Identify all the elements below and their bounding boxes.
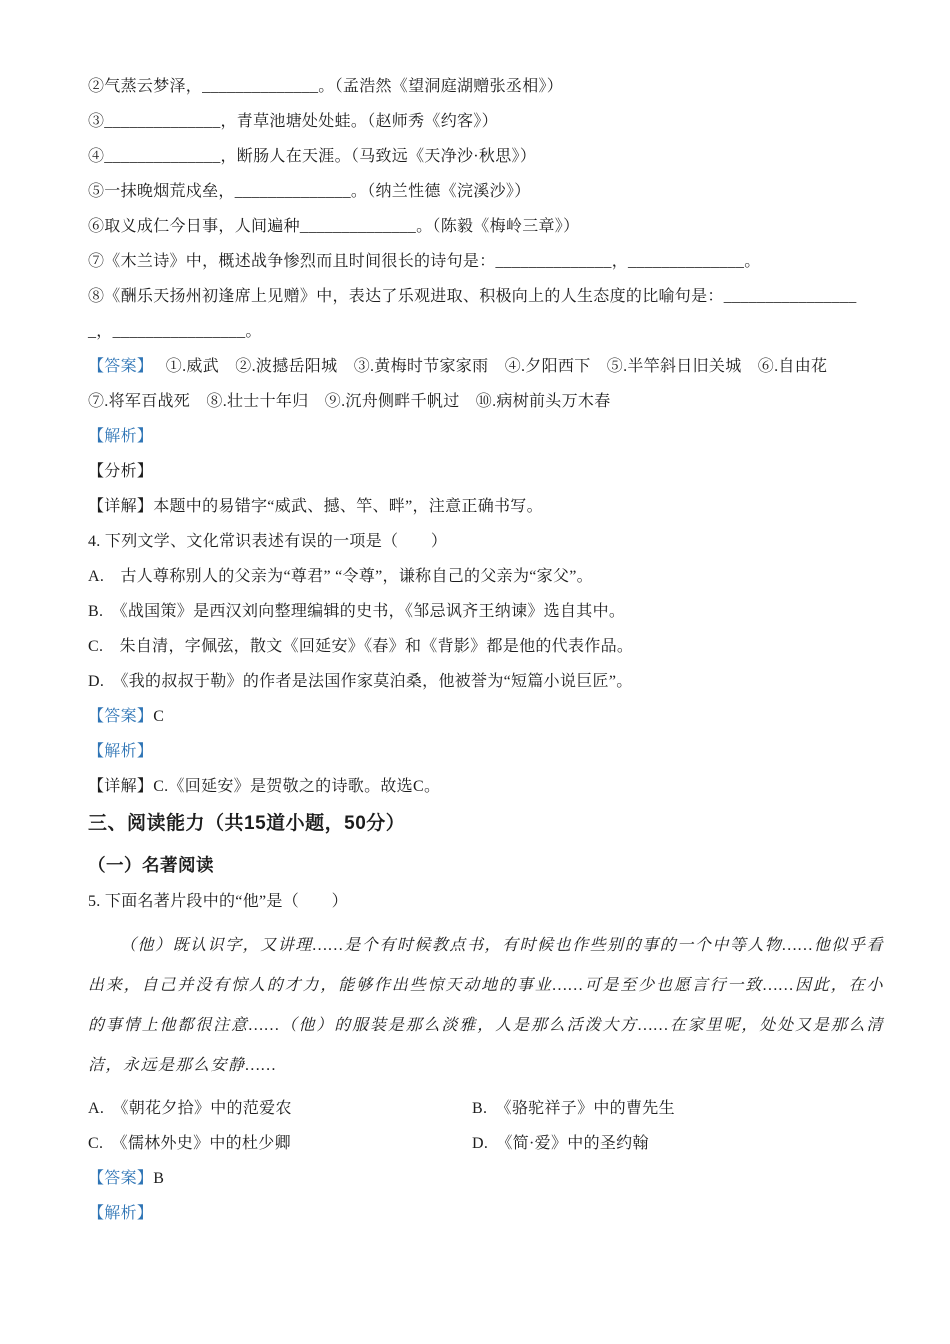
recitation-answer-items-2: ⑦.将军百战死 ⑧.壮士十年归 ⑨.沉舟侧畔千帆过 ⑩.病树前头万木春 <box>88 393 611 410</box>
question4-option-d: D. 《我的叔叔于勒》的作者是法国作家莫泊桑，他被誉为“短篇小说巨匠”。 <box>88 673 633 690</box>
question4-analysis-row <box>88 741 884 763</box>
question5-option-c: C. 《儒林外史》中的杜少卿 <box>88 1135 291 1152</box>
recitation-line-2: ②气蒸云梦泽，______________。（孟浩然《望洞庭湖赠张丞相》） <box>88 78 564 95</box>
recitation-line-3: ③______________，青草池塘处处蛙。（赵师秀《约客》） <box>88 113 498 130</box>
recitation-line-8: ⑧《酬乐天扬州初逢席上见赠》中，表达了乐观进取、积极向上的人生态度的比喻句是：________________ <box>88 288 857 305</box>
recitation-line-8-continued: _，________________。 <box>88 323 262 340</box>
question5-analysis-row <box>88 1203 884 1225</box>
recitation-line-5: ⑤一抹晚烟荒戍垒，______________。（纳兰性德《浣溪沙》） <box>88 183 531 200</box>
recitation-line-6: ⑥取义成仁今日事，人间遍种______________。（陈毅《梅岭三章》） <box>88 218 580 235</box>
question4-option-a: A. 古人尊称别人的父亲为“尊君” “令尊”，谦称自己的父亲为“家父”。 <box>88 568 593 585</box>
question5-option-d: D. 《简·爱》中的圣约翰 <box>472 1135 649 1152</box>
question4-option-b: B. 《战国策》是西汉刘向整理编辑的史书，《邹忌讽齐王纳谏》选自其中。 <box>88 603 626 620</box>
question4-option-c: C. 朱自清，字佩弦，散文《回延安》《春》和《背影》都是他的代表作品。 <box>88 638 634 655</box>
section-title-reading-ability: 三、阅读能力（共15道小题，50分） <box>88 813 406 834</box>
recitation-detail-row: 【详解】本题中的易错字“威武、撼、竿、畔”，注意正确书写。 <box>88 498 543 515</box>
question4-detail-row: 【详解】C.《回延安》是贺敬之的诗歌。故选C。 <box>88 778 441 795</box>
recitation-answer-items-1: ①.威武 ②.波撼岳阳城 ③.黄梅时节家家雨 ④.夕阳西下 ⑤.半竿斜日旧关城 ⑥.自由花 <box>145 358 828 375</box>
recitation-answer-row <box>88 356 884 378</box>
recitation-line-7: ⑦《木兰诗》中，概述战争惨烈而且时间很长的诗句是：______________，______________。 <box>88 253 761 270</box>
question4-stem: 4. 下列文学、文化常识表述有误的一项是（ ） <box>88 533 448 550</box>
answer-label: 【答案】 <box>88 1170 154 1187</box>
answer-label: 【答案】 <box>88 358 146 375</box>
question5-answer-row <box>88 1168 884 1190</box>
recitation-analysis-row <box>88 426 884 448</box>
question5-stem: 5. 下面名著片段中的“他”是（ ） <box>88 893 348 910</box>
question4-answer-value: C <box>153 708 165 725</box>
question5-option-b: B. 《骆驼祥子》中的曹先生 <box>472 1100 675 1117</box>
recitation-line-4: ④______________，断肠人在天涯。（马致远《天净沙·秋思》） <box>88 148 537 165</box>
question5-options-row-2 <box>88 1133 884 1155</box>
analysis-label: 【解析】 <box>88 743 154 760</box>
analysis-label: 【解析】 <box>88 1205 154 1222</box>
question4-answer-row <box>88 706 884 728</box>
analysis-label: 【解析】 <box>88 428 154 445</box>
subsection-title-famous-works: （一）名著阅读 <box>88 855 214 875</box>
question5-answer-value: B <box>153 1170 165 1187</box>
answer-label: 【答案】 <box>88 708 154 725</box>
recitation-fenxi-row: 【分析】 <box>88 463 154 480</box>
question5-option-a: A. 《朝花夕拾》中的范爱农 <box>88 1100 292 1117</box>
question5-excerpt: （他）既认识字，又讲理……是个有时候教点书，有时候也作些别的事的一个中等人物……他似乎看出来，自己并没有惊人的才力，能够作出些惊天动地的事业……可是至少也愿言行一致……因此，在小的事情上他都很注意……（他）的服装是那么淡雅，人是那么活泼大方……在家里呢，处处又是那么清洁，永远是那么安静…… <box>88 937 884 1074</box>
question5-options-row-1 <box>88 1098 884 1120</box>
